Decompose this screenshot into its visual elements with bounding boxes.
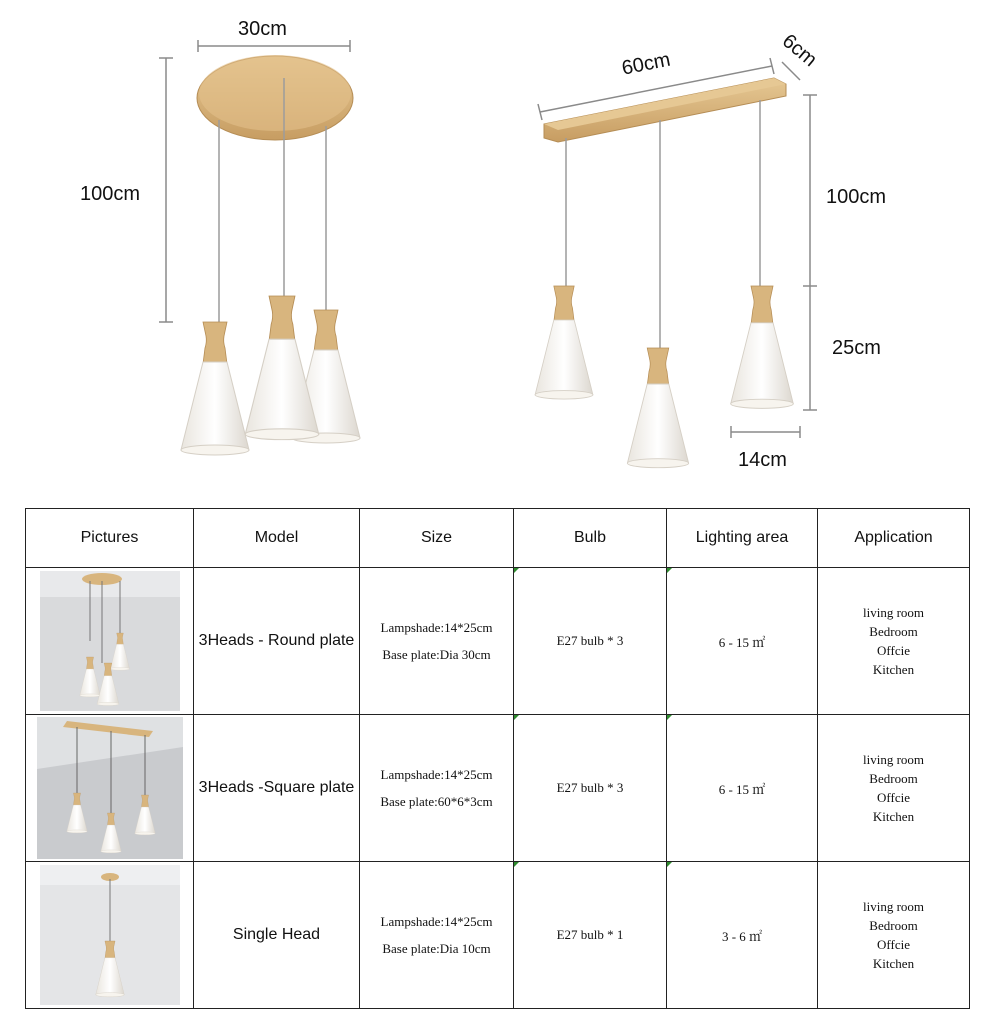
round-plate-photo xyxy=(40,571,180,711)
application-item: living room xyxy=(862,899,925,914)
application-item: Offcie xyxy=(877,790,910,805)
application-item: Kitchen xyxy=(872,809,915,824)
application-item: Bedroom xyxy=(869,624,918,639)
application-cell xyxy=(818,715,970,862)
picture-cell xyxy=(26,862,194,1009)
header-size: Size xyxy=(360,509,514,568)
header-model: Model xyxy=(194,509,360,568)
application-cell xyxy=(818,568,970,715)
lampshade-size: Lampshade:14*25cm xyxy=(380,619,493,635)
bulb-cell: E27 bulb * 3 xyxy=(514,715,667,862)
application-item: Bedroom xyxy=(869,918,918,933)
size-cell xyxy=(360,862,514,1009)
size-cell xyxy=(360,568,514,715)
application-item: Offcie xyxy=(877,643,910,658)
lampshade-size: Lampshade:14*25cm xyxy=(380,913,493,929)
dimension-diagram xyxy=(0,0,1000,500)
model-cell: 3Heads - Round plate xyxy=(194,568,360,715)
model-cell: Single Head xyxy=(194,862,360,1009)
header-application: Application xyxy=(818,509,970,568)
round-plate-lamp-drawing xyxy=(159,40,360,455)
header-lighting-area: Lighting area xyxy=(667,509,818,568)
application-item: living room xyxy=(862,752,925,767)
application-cell xyxy=(818,862,970,1009)
table-row xyxy=(26,568,970,715)
size-cell xyxy=(360,715,514,862)
table-row xyxy=(26,862,970,1009)
square-plate-photo xyxy=(37,717,183,859)
bulb-cell: E27 bulb * 3 xyxy=(514,568,667,715)
picture-cell xyxy=(26,715,194,862)
application-item: living room xyxy=(862,605,925,620)
base-plate-size: Base plate:60*6*3cm xyxy=(380,793,493,809)
lighting-area-cell: 6 - 15 ㎡ xyxy=(667,568,818,715)
bulb-cell: E27 bulb * 1 xyxy=(514,862,667,1009)
header-pictures: Pictures xyxy=(26,509,194,568)
single-head-photo xyxy=(40,865,180,1005)
application-item: Kitchen xyxy=(872,956,915,971)
base-plate-size: Base plate:Dia 30cm xyxy=(382,646,491,662)
model-cell: 3Heads -Square plate xyxy=(194,715,360,862)
lighting-area-cell: 6 - 15 ㎡ xyxy=(667,715,818,862)
base-plate-size: Base plate:Dia 10cm xyxy=(382,940,491,956)
shade-width-label: 14cm xyxy=(738,449,787,471)
table-header-row xyxy=(26,509,970,568)
bar-plate-lamp-drawing xyxy=(535,58,817,468)
bar-height-label: 100cm xyxy=(826,186,887,208)
header-bulb: Bulb xyxy=(514,509,667,568)
bar-depth-label: 6cm xyxy=(777,30,821,72)
application-item: Kitchen xyxy=(872,662,915,677)
round-height-label: 100cm xyxy=(80,183,141,205)
application-item: Bedroom xyxy=(869,771,918,786)
bar-length-label: 60cm xyxy=(620,48,673,80)
lighting-area-cell: 3 - 6 ㎡ xyxy=(667,862,818,1009)
application-item: Offcie xyxy=(877,937,910,952)
picture-cell xyxy=(26,568,194,715)
spec-table xyxy=(25,508,970,1009)
shade-height-label: 25cm xyxy=(832,337,881,359)
round-width-label: 30cm xyxy=(238,18,287,40)
table-row xyxy=(26,715,970,862)
lampshade-size: Lampshade:14*25cm xyxy=(380,766,493,782)
